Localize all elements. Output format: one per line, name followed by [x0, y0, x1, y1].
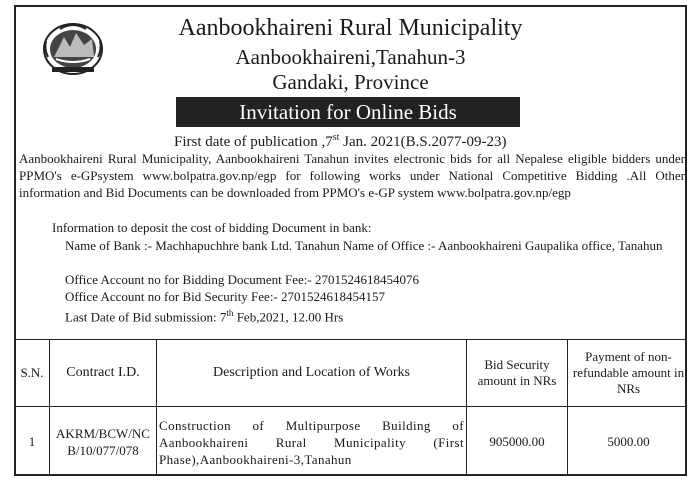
deadline-prefix: Last Date of Bid submission:	[65, 309, 220, 325]
intro-paragraph: Aanbookhaireni Rural Municipality, Aanbookhaireni Tanahun invites electronic bids for all Nepalese eligible bidders under PPMO's e-GPsystem www.bolpatra.gov.np/egp for following works under National Competitive Bidding .All Other information and Bid Documents can be downloaded from PPMO's e-GP system www.bolpatra.gov.np/egp	[19, 151, 685, 200]
cell-contract-id: AKRM/BCW/NCB/10/077/078	[50, 407, 157, 477]
publication-day: 7	[325, 134, 333, 150]
deadline-day-suffix: th	[226, 308, 234, 318]
table-header-row	[15, 340, 688, 407]
deadline-rest: Feb,2021, 12.00 Hrs	[233, 309, 344, 325]
column-header-sn: S.N.	[15, 340, 50, 407]
bids-table	[14, 339, 687, 476]
security-fee-account: Office Account no for Bid Security Fee:- 2701524618454157	[65, 289, 386, 304]
deadline-day: 7	[219, 309, 227, 325]
cell-description: Construction of Multipurpose Building of Aanbookhaireni Rural Municipality (First Phase),Aanbookhaireni-3,Tanahun	[157, 407, 467, 477]
column-header-payment: Payment of non-refundable amount in NRs	[568, 340, 688, 407]
column-header-contract-id: Contract I.D.	[50, 340, 157, 407]
table-row	[15, 407, 688, 477]
province-name: Gandaki, Province	[272, 70, 429, 94]
column-header-description: Description and Location of Works	[157, 340, 467, 407]
bid-notice	[14, 5, 687, 476]
deposit-heading: Information to deposit the cost of bidding Document in bank:	[52, 220, 372, 235]
publication-date-prefix: First date of publication ,	[174, 134, 326, 150]
publication-date-rest: Jan. 2021(B.S.2077-09-23)	[339, 134, 507, 150]
cell-payment: 5000.00	[568, 407, 688, 477]
column-header-bid-security: Bid Security amount in NRs	[467, 340, 568, 407]
cell-bid-security: 905000.00	[467, 407, 568, 477]
publication-date	[174, 132, 506, 151]
bank-details: Name of Bank :- Machhapuchhre bank Ltd. Tanahun Name of Office :- Aanbookhaireni Gaupalika office, Tanahun	[65, 238, 663, 253]
notice-title-banner: Invitation for Online Bids	[176, 97, 520, 127]
municipality-name: Aanbookhaireni Rural Municipality	[178, 15, 523, 41]
document-fee-account: Office Account no for Bidding Document Fee:- 2701524618454076	[65, 272, 419, 287]
cell-sn: 1	[15, 407, 50, 477]
publication-day-suffix: st	[332, 132, 340, 143]
municipality-address: Aanbookhaireni,Tanahun-3	[235, 45, 466, 69]
submission-deadline	[65, 305, 343, 325]
